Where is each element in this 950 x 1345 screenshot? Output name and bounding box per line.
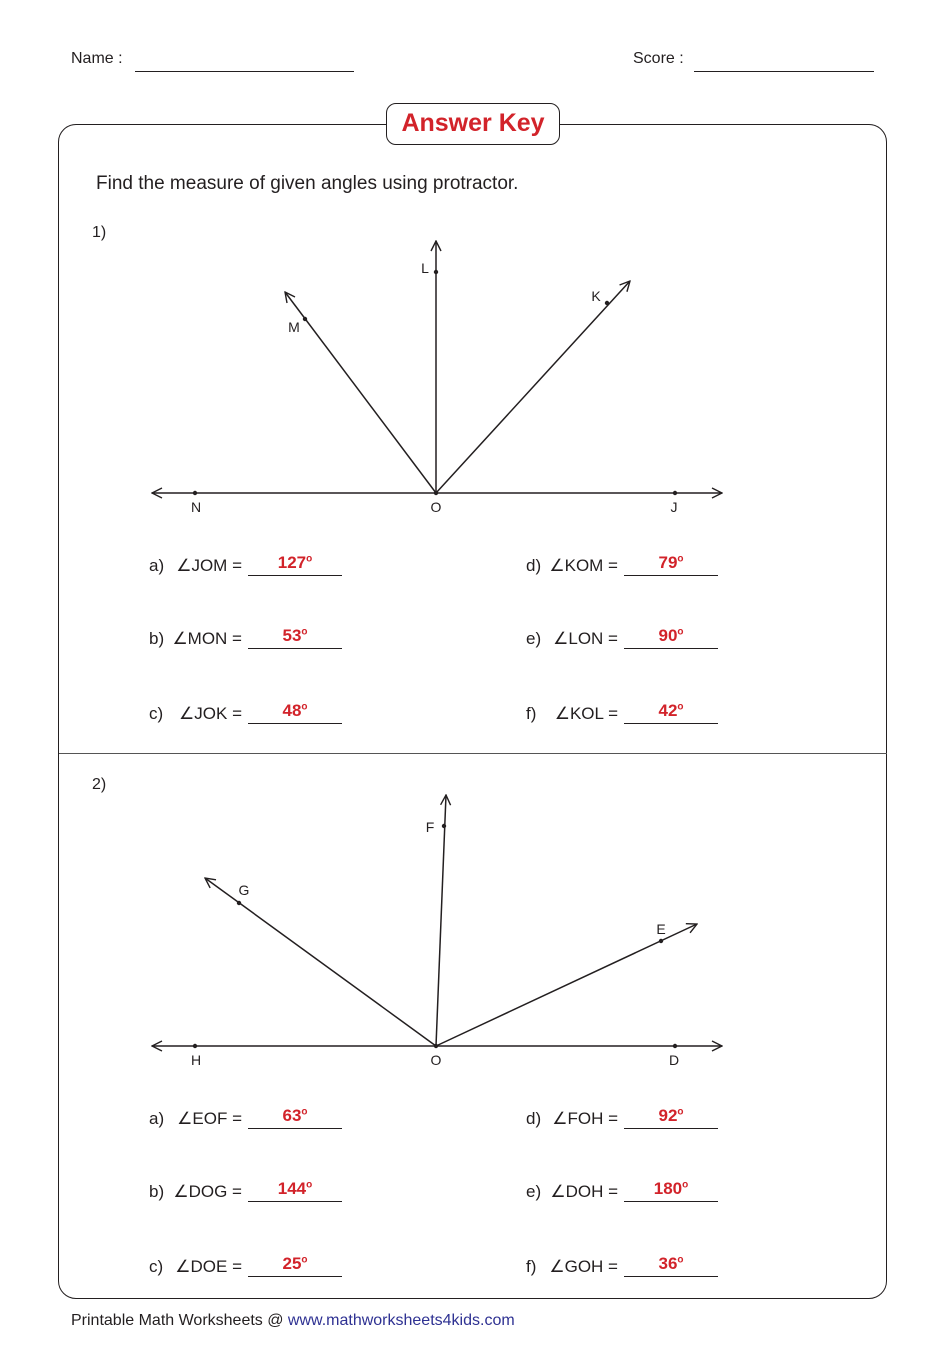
degree-mark: o — [677, 1254, 684, 1266]
question-letter: b) — [149, 629, 165, 648]
answer-field[interactable] — [624, 701, 718, 724]
point-N — [193, 491, 197, 495]
answer-field[interactable] — [248, 1106, 342, 1129]
angle-expression: ∠FOH = — [552, 1109, 618, 1128]
question-row — [526, 701, 718, 728]
point-F — [442, 824, 446, 828]
answer-field[interactable] — [248, 1254, 342, 1277]
label-G: G — [238, 882, 250, 898]
question-row — [526, 626, 718, 653]
point-G — [237, 901, 241, 905]
angle-expression: ∠EOF = — [177, 1109, 242, 1128]
degree-mark: o — [677, 701, 684, 713]
question-letter: a) — [149, 556, 165, 575]
answer-value: 63 — [282, 1106, 302, 1125]
question-letter: c) — [149, 704, 164, 723]
score-label: Score : — [633, 50, 684, 67]
degree-mark: o — [301, 1106, 308, 1118]
answer-field[interactable] — [624, 626, 718, 649]
answer-value: 53 — [282, 626, 302, 645]
footer — [71, 1312, 515, 1330]
answer-value: 90 — [658, 626, 678, 645]
answer-value: 127 — [277, 553, 307, 572]
answer-value: 92 — [658, 1106, 678, 1125]
answer-value: 79 — [658, 553, 678, 572]
point-M — [303, 317, 307, 321]
question-row — [526, 553, 718, 580]
ray-OE — [436, 924, 697, 1046]
angle-expression: ∠DOH = — [550, 1182, 618, 1201]
point-K — [605, 301, 609, 305]
angle-expression: ∠MON = — [172, 629, 242, 648]
point-E — [659, 939, 663, 943]
ray-OK — [436, 281, 630, 493]
problem-1-number: 1) — [92, 224, 107, 241]
question-row — [149, 701, 342, 728]
answer-field[interactable] — [624, 553, 718, 576]
label-F: F — [425, 819, 435, 835]
answer-value: 42 — [658, 701, 678, 720]
question-row — [149, 626, 342, 653]
question-letter: e) — [526, 1182, 542, 1201]
label-O-2: O — [430, 1052, 442, 1068]
problem-2-number: 2) — [92, 776, 107, 793]
angle-expression: ∠JOK = — [179, 704, 242, 723]
angle-expression: ∠KOL = — [554, 704, 618, 723]
answer-value: 36 — [658, 1254, 678, 1273]
footer-text: Printable Math Worksheets @ — [71, 1312, 288, 1329]
answer-value: 48 — [282, 701, 302, 720]
ray-OM — [285, 292, 436, 493]
label-N: N — [190, 499, 202, 515]
angle-expression: ∠KOM = — [549, 556, 618, 575]
question-letter: c) — [149, 1257, 164, 1276]
point-O2 — [434, 1044, 438, 1048]
label-L: L — [421, 260, 429, 276]
answer-value: 144 — [277, 1179, 307, 1198]
answer-value: 25 — [282, 1254, 302, 1273]
question-letter: e) — [526, 629, 542, 648]
label-E: E — [656, 921, 666, 937]
instructions: Find the measure of given angles using protractor. — [96, 173, 519, 194]
point-J — [673, 491, 677, 495]
label-K: K — [591, 288, 601, 304]
question-letter: d) — [526, 556, 542, 575]
answer-field[interactable] — [624, 1254, 718, 1277]
degree-mark: o — [301, 1254, 308, 1266]
label-D: D — [668, 1052, 680, 1068]
label-M: M — [288, 319, 300, 335]
answer-field[interactable] — [624, 1179, 718, 1202]
answer-value: 180 — [653, 1179, 683, 1198]
answer-field[interactable] — [248, 553, 342, 576]
degree-mark: o — [301, 701, 308, 713]
angle-expression: ∠LON = — [553, 629, 618, 648]
question-row — [526, 1106, 718, 1133]
degree-mark: o — [677, 1106, 684, 1118]
question-letter: f) — [526, 1257, 537, 1276]
degree-mark: o — [301, 626, 308, 638]
question-row — [149, 1179, 342, 1206]
point-O — [434, 491, 438, 495]
degree-mark: o — [677, 553, 684, 565]
angle-expression: ∠DOE = — [175, 1257, 242, 1276]
question-row — [526, 1254, 718, 1281]
ray-OF — [436, 795, 446, 1046]
angle-expression: ∠JOM = — [176, 556, 242, 575]
degree-mark: o — [306, 553, 313, 565]
degree-mark: o — [306, 1179, 313, 1191]
degree-mark: o — [682, 1179, 689, 1191]
website-link[interactable]: www.mathworksheets4kids.com — [287, 1312, 515, 1329]
degree-mark: o — [677, 626, 684, 638]
answer-field[interactable] — [248, 701, 342, 724]
answer-key-badge: Answer Key — [386, 103, 560, 145]
label-O: O — [430, 499, 442, 515]
point-H — [193, 1044, 197, 1048]
question-row — [149, 1106, 342, 1133]
angle-expression: ∠DOG = — [173, 1182, 242, 1201]
question-letter: a) — [149, 1109, 165, 1128]
question-letter: b) — [149, 1182, 165, 1201]
label-H: H — [190, 1052, 202, 1068]
question-letter: f) — [526, 704, 537, 723]
label-J: J — [670, 499, 678, 515]
question-row — [149, 553, 342, 580]
point-D — [673, 1044, 677, 1048]
question-row — [149, 1254, 342, 1281]
answer-field[interactable] — [248, 626, 342, 649]
question-row — [526, 1179, 718, 1206]
angle-expression: ∠GOH = — [549, 1257, 618, 1276]
answer-field[interactable] — [248, 1179, 342, 1202]
name-label: Name : — [71, 50, 123, 67]
answer-field[interactable] — [624, 1106, 718, 1129]
point-L — [434, 270, 438, 274]
question-letter: d) — [526, 1109, 542, 1128]
